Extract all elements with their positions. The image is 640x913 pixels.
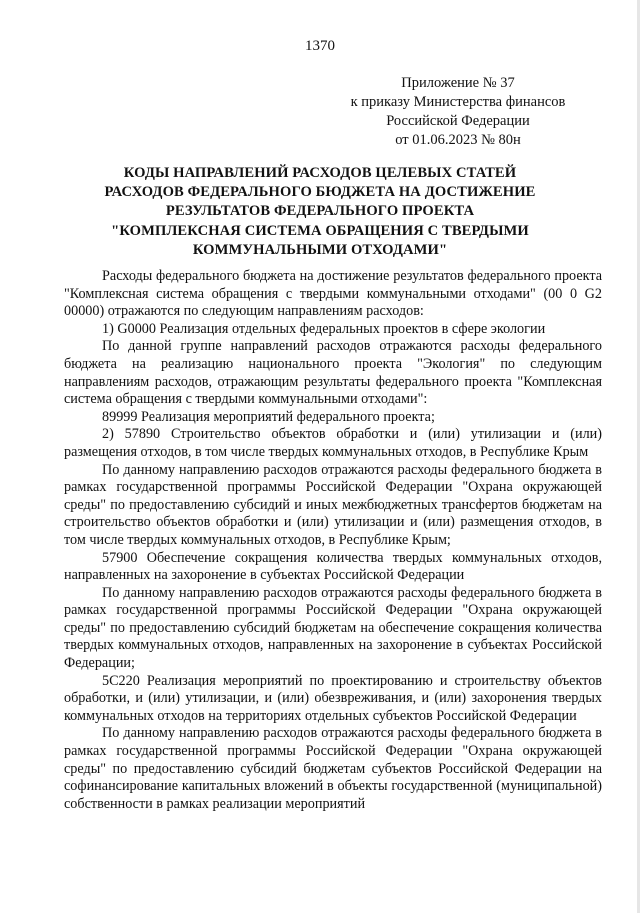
page-number: 1370 (305, 38, 335, 54)
title-line: РАСХОДОВ ФЕДЕРАЛЬНОГО БЮДЖЕТА НА ДОСТИЖЕНИЕ (104, 184, 536, 201)
paragraph: По данной группе направлений расходов отражаются расходы федерального бюджета на реализацию национального проекта "Экология" по следующим направлениям расходов, отражающим результаты федерального проекта "Комплексная система обращения с твердыми коммунальными отходами": (64, 338, 602, 408)
paragraph: 5С220 Реализация мероприятий по проектированию и строительству объектов обработки, и (или) утилизации, и (или) обезвреживания, и (или) захоронения твердых коммунальных отходов на территориях отдельных субъектов Российской Федерации (64, 672, 602, 724)
paragraph: По данному направлению расходов отражаются расходы федерального бюджета в рамках государственной программы Российской Федерации "Охрана окружающей среды" по предоставлению субсидий бюджетам на обеспечение сокращения количества твердых коммунальных отходов, направленных на захоронение в субъектах Российской Федерации; (64, 584, 602, 672)
paragraph: Расходы федерального бюджета на достижение результатов федерального проекта "Комплексная система обращения с твердыми коммунальными отходами" (00 0 G2 00000) отражаются по следующим направлениям расходов: (64, 268, 602, 320)
title-line: "КОМПЛЕКСНАЯ СИСТЕМА ОБРАЩЕНИЯ С ТВЕРДЫМИ (111, 222, 529, 239)
appendix-line: Российской Федерации (386, 113, 530, 129)
appendix-line: от 01.06.2023 № 80н (395, 132, 521, 148)
appendix-line: Приложение № 37 (401, 75, 515, 91)
appendix-line: к приказу Министерства финансов (350, 94, 566, 110)
paragraph: 1) G0000 Реализация отдельных федеральных проектов в сфере экологии (102, 320, 546, 337)
paragraph: По данному направлению расходов отражаются расходы федерального бюджета в рамках государственной программы Российской Федерации "Охрана окружающей среды" по предоставлению субсидий бюджетам субъектов Российской Федерации на софинансирование капитальных вложений в объекты государственной (муниципальной) собственности в рамках реализации мероприятий (64, 725, 602, 812)
document-title (70, 164, 570, 260)
paragraph: 89999 Реализация мероприятий федерального проекта; (102, 408, 435, 425)
title-line: КОММУНАЛЬНЫМИ ОТХОДАМИ" (192, 241, 448, 258)
paragraph: 2) 57890 Строительство объектов обработки и (или) утилизации и (или) размещения отходов, в том числе твердых коммунальных отходов, в Республике Крым (64, 426, 602, 460)
title-line: РЕЗУЛЬТАТОВ ФЕДЕРАЛЬНОГО ПРОЕКТА (165, 203, 475, 220)
title-line: КОДЫ НАПРАВЛЕНИЙ РАСХОДОВ ЦЕЛЕВЫХ СТАТЕЙ (123, 165, 517, 181)
document-body (64, 268, 602, 813)
paragraph: По данному направлению расходов отражаются расходы федерального бюджета в рамках государственной программы Российской Федерации "Охрана окружающей среды" по предоставлению субсидий и иных межбюджетных трансфертов бюджетам на строительство объектов обработки и (или) утилизации и (или) размещения отходов, в том числе твердых коммунальных отходов, в Республике Крым; (64, 461, 602, 548)
paragraph: 57900 Обеспечение сокращения количества твердых коммунальных отходов, направленных на захоронение в субъектах Российской Федерации (64, 549, 602, 584)
appendix-block (338, 74, 578, 150)
